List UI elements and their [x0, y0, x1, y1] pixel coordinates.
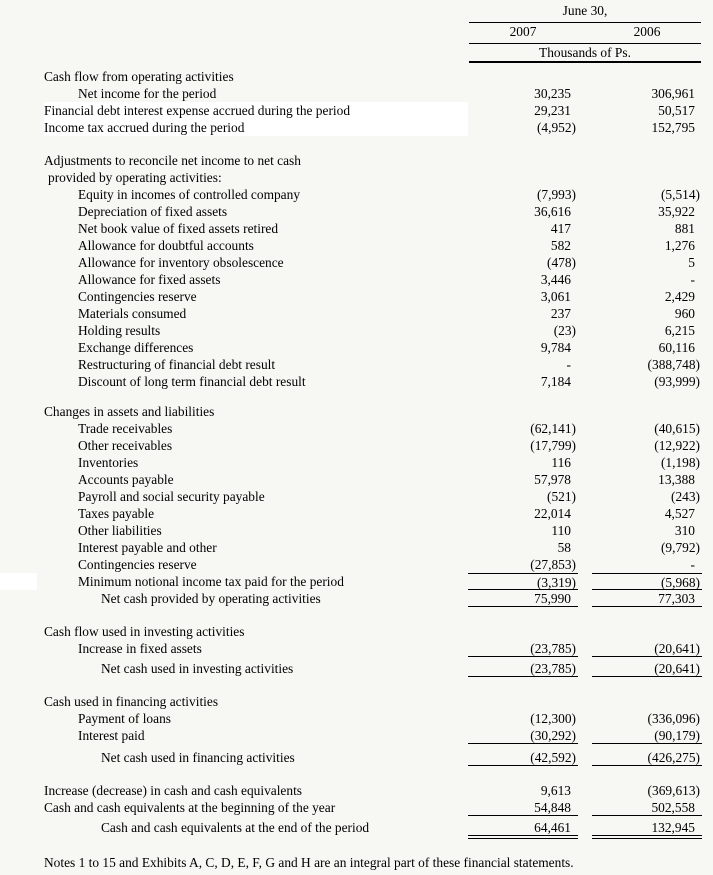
statement-row: [0, 152, 713, 169]
value-2006: 6,215: [664, 323, 695, 338]
statement-row: [0, 305, 713, 322]
value-2006: 5: [688, 255, 695, 270]
right-margin: [702, 727, 713, 744]
value-2007: 3,061: [540, 289, 571, 304]
row-label: Income tax accrued during the period: [0, 119, 468, 136]
column-gap: [578, 373, 592, 390]
right-margin: [702, 339, 713, 356]
statement-row: [0, 782, 713, 799]
right-margin: [702, 454, 713, 471]
statement-row: [0, 403, 713, 420]
right-margin: [702, 799, 713, 816]
column-gap: [578, 186, 592, 203]
statement-row: [0, 640, 713, 657]
value-2006: 13,388: [658, 472, 695, 487]
column-gap: [578, 749, 592, 766]
column-gap: [578, 590, 592, 607]
column-gap: [578, 203, 592, 220]
row-label: Interest payable and other: [78, 540, 217, 555]
value-2007: (4,952): [536, 120, 576, 135]
header-rule-top: [469, 22, 701, 23]
statement-row: [0, 590, 713, 607]
value-2006: (93,999): [654, 374, 700, 389]
value-2007: [468, 623, 578, 640]
statement-row: [0, 68, 713, 85]
statement-row: [0, 288, 713, 305]
row-label: Cash and cash equivalents at the end of the period: [101, 820, 370, 835]
value-2007: 22,014: [534, 506, 571, 521]
value-2006: [592, 152, 702, 169]
right-margin: [702, 590, 713, 607]
value-2007: [468, 693, 578, 710]
column-gap: [578, 660, 592, 677]
value-2006: 132,945: [592, 819, 702, 836]
value-2006: -: [690, 272, 695, 287]
statement-row: [0, 186, 713, 203]
right-margin: [702, 271, 713, 288]
value-2007: 3,446: [540, 272, 571, 287]
row-label: Exchange differences: [78, 340, 194, 355]
column-gap: [578, 782, 592, 799]
value-2007: 58: [557, 540, 571, 555]
statement-row: [0, 85, 713, 102]
right-margin: [702, 68, 713, 85]
right-margin: [702, 288, 713, 305]
column-gap: [578, 623, 592, 640]
row-label: Other receivables: [78, 438, 173, 453]
column-gap: [578, 254, 592, 271]
value-2006: (243): [670, 489, 700, 504]
column-gap: [578, 68, 592, 85]
right-margin: [702, 203, 713, 220]
row-label: Minimum notional income tax paid for the period: [0, 573, 468, 590]
value-2007: (42,592): [468, 749, 578, 766]
units-header: Thousands of Ps.: [539, 45, 631, 60]
row-label: Trade receivables: [78, 421, 173, 436]
row-label: Net book value of fixed assets retired: [78, 221, 279, 236]
column-gap: [578, 522, 592, 539]
value-2006: 50,517: [658, 103, 695, 118]
column-gap: [578, 556, 592, 573]
row-label: Contingencies reserve: [78, 557, 197, 572]
statement-row: [0, 254, 713, 271]
right-margin: [702, 403, 713, 420]
value-2007: 237: [550, 306, 571, 321]
statement-row: [0, 799, 713, 816]
row-label: Cash used in financing activities: [44, 694, 219, 709]
statement-row: [0, 749, 713, 766]
value-2007: 9,784: [540, 340, 571, 355]
value-2007: 54,848: [468, 799, 578, 816]
column-gap: [578, 640, 592, 657]
value-2007: [468, 68, 578, 85]
right-margin: [702, 623, 713, 640]
value-2007: (3,319): [468, 573, 578, 590]
value-2006: (1,198): [660, 455, 700, 470]
statement-row: [0, 169, 713, 186]
right-margin: [702, 573, 713, 590]
column-gap: [578, 799, 592, 816]
value-2007: (23): [553, 323, 576, 338]
row-label: Payment of loans: [78, 711, 171, 726]
row-label: Net income for the period: [78, 86, 217, 101]
right-margin: [702, 505, 713, 522]
row-label: Interest paid: [78, 728, 145, 743]
value-2007: (12,300): [530, 711, 576, 726]
row-label: Restructuring of financial debt result: [78, 357, 276, 372]
statement-row: [0, 373, 713, 390]
right-margin: [702, 322, 713, 339]
right-margin: [702, 169, 713, 186]
value-2006: (369,613): [647, 783, 700, 798]
right-margin: [702, 522, 713, 539]
column-gap: [578, 454, 592, 471]
right-margin: [702, 119, 713, 136]
value-2007: 75,990: [468, 590, 578, 607]
statement-row: [0, 437, 713, 454]
column-gap: [578, 339, 592, 356]
column-gap: [578, 471, 592, 488]
column-gap: [578, 305, 592, 322]
right-margin: [702, 373, 713, 390]
right-margin: [702, 356, 713, 373]
date-header: June 30,: [562, 3, 608, 18]
statement-row: [0, 488, 713, 505]
right-margin: [702, 237, 713, 254]
column-gap: [578, 505, 592, 522]
statement-row: [0, 505, 713, 522]
value-2006: (5,968): [592, 573, 702, 590]
value-2007: 29,231: [534, 103, 571, 118]
column-gap: [578, 420, 592, 437]
row-label: Cash flow used in investing activities: [44, 624, 245, 639]
right-margin: [702, 85, 713, 102]
value-2007: -: [566, 357, 571, 372]
statement-row: [0, 556, 713, 573]
statement-row: [0, 203, 713, 220]
value-2006: (90,179): [592, 727, 702, 744]
value-2006: 1,276: [664, 238, 695, 253]
column-gap: [578, 152, 592, 169]
statement-row: [0, 539, 713, 556]
column-gap: [578, 573, 592, 590]
value-2007: 64,461: [468, 819, 578, 836]
value-2006: 502,558: [592, 799, 702, 816]
statement-row: [0, 220, 713, 237]
statement-row: [0, 660, 713, 677]
row-label: Increase in fixed assets: [78, 641, 202, 656]
row-label: Allowance for fixed assets: [78, 272, 221, 287]
row-label: Payroll and social security payable: [78, 489, 265, 504]
statement-row: [0, 454, 713, 471]
row-label: Adjustments to reconcile net income to net cash: [44, 153, 301, 168]
value-2006: 35,922: [658, 204, 695, 219]
value-2006: 960: [674, 306, 695, 321]
statement-row: [0, 356, 713, 373]
column-header-2007: 2007: [509, 24, 537, 39]
statement-row: [0, 573, 713, 590]
value-2007: [468, 169, 578, 186]
statement-row: [0, 339, 713, 356]
row-label: Cash flow from operating activities: [44, 69, 234, 84]
value-2006: [592, 68, 702, 85]
row-label: Taxes payable: [78, 506, 155, 521]
column-gap: [578, 488, 592, 505]
column-header-2006: 2006: [633, 24, 661, 39]
value-2007: 9,613: [540, 783, 571, 798]
header-rule-middle: [469, 43, 701, 44]
value-2006: 310: [674, 523, 695, 538]
column-gap: [578, 85, 592, 102]
row-label: Net cash used in investing activities: [101, 661, 294, 676]
value-2007: (30,292): [468, 727, 578, 744]
value-2006: 60,116: [658, 340, 695, 355]
value-2006: 77,303: [592, 590, 702, 607]
statement-row: [0, 471, 713, 488]
column-gap: [578, 169, 592, 186]
row-label: Changes in assets and liabilities: [44, 404, 215, 419]
row-label: Net cash used in financing activities: [101, 750, 295, 765]
right-margin: [702, 471, 713, 488]
value-2007: (478): [546, 255, 576, 270]
value-2006: (20,641): [592, 640, 702, 657]
row-label: Allowance for inventory obsolescence: [78, 255, 284, 270]
value-2006: 2,429: [664, 289, 695, 304]
right-margin: [702, 152, 713, 169]
row-label: Cash and cash equivalents at the beginning of the year: [44, 800, 336, 815]
row-label: Inventories: [78, 455, 139, 470]
value-2007: (62,141): [530, 421, 576, 436]
value-2007: [468, 403, 578, 420]
column-gap: [578, 237, 592, 254]
right-margin: [702, 305, 713, 322]
statement-row: [0, 710, 713, 727]
column-gap: [578, 727, 592, 744]
value-2007: (27,853): [530, 557, 576, 572]
value-2006: (388,748): [647, 357, 700, 372]
statement-rows: [0, 68, 713, 836]
statement-row: [0, 237, 713, 254]
value-2006: (40,615): [654, 421, 700, 436]
value-2006: (12,922): [654, 438, 700, 453]
row-label: Depreciation of fixed assets: [78, 204, 228, 219]
value-2007: (521): [546, 489, 576, 504]
column-gap: [578, 403, 592, 420]
statement-row: [0, 693, 713, 710]
value-2006: (20,641): [592, 660, 702, 677]
right-margin: [702, 660, 713, 677]
value-2006: [592, 693, 702, 710]
column-gap: [578, 710, 592, 727]
value-2006: [592, 623, 702, 640]
row-label: Holding results: [78, 323, 161, 338]
value-2007: (17,799): [530, 438, 576, 453]
value-2006: [592, 169, 702, 186]
statement-row: [0, 322, 713, 339]
statement-row: [0, 623, 713, 640]
right-margin: [702, 539, 713, 556]
column-gap: [578, 693, 592, 710]
row-label: Equity in incomes of controlled company: [78, 187, 301, 202]
statement-row: [0, 271, 713, 288]
row-label: Financial debt interest expense accrued during the period: [0, 102, 468, 119]
column-gap: [578, 102, 592, 119]
statement-row: [0, 119, 713, 136]
statement-row: [0, 522, 713, 539]
right-margin: [702, 420, 713, 437]
value-2007: 36,616: [534, 204, 571, 219]
value-2007: [468, 152, 578, 169]
value-2006: (426,275): [592, 749, 702, 766]
statement-row: [0, 727, 713, 744]
value-2007: 30,235: [534, 86, 571, 101]
right-margin: [702, 220, 713, 237]
row-label: Other liabilities: [78, 523, 162, 538]
right-margin: [702, 640, 713, 657]
statement-row: [0, 420, 713, 437]
value-2006: 152,795: [651, 120, 695, 135]
row-label: Accounts payable: [78, 472, 174, 487]
value-2006: 4,527: [664, 506, 695, 521]
value-2006: (5,514): [660, 187, 700, 202]
right-margin: [702, 693, 713, 710]
right-margin: [702, 556, 713, 573]
right-margin: [702, 782, 713, 799]
header-rule-thick: [469, 61, 701, 63]
value-2006: -: [690, 557, 695, 572]
footnote: Notes 1 to 15 and Exhibits A, C, D, E, F, G and H are an integral part of these financial statements.: [44, 855, 574, 870]
statement-row: [0, 102, 713, 119]
column-gap: [578, 539, 592, 556]
row-label: Allowance for doubtful accounts: [78, 238, 254, 253]
row-label: Net cash provided by operating activities: [101, 591, 321, 606]
value-2007: 110: [551, 523, 571, 538]
value-2007: 57,978: [534, 472, 571, 487]
right-margin: [702, 710, 713, 727]
value-2006: [592, 403, 702, 420]
value-2007: 582: [550, 238, 571, 253]
column-gap: [578, 119, 592, 136]
column-gap: [578, 288, 592, 305]
row-label: Increase (decrease) in cash and cash equivalents: [44, 783, 303, 798]
right-margin: [702, 437, 713, 454]
column-gap: [578, 819, 592, 836]
value-2007: 7,184: [540, 374, 571, 389]
statement-header: [0, 0, 713, 68]
column-gap: [578, 437, 592, 454]
value-2006: 881: [674, 221, 695, 236]
row-label: Contingencies reserve: [78, 289, 197, 304]
right-margin: [702, 102, 713, 119]
right-margin: [702, 749, 713, 766]
column-gap: [578, 220, 592, 237]
column-gap: [578, 322, 592, 339]
value-2007: 417: [550, 221, 571, 236]
value-2007: (7,993): [536, 187, 576, 202]
row-label: provided by operating activities:: [48, 170, 222, 185]
statement-row: [0, 819, 713, 836]
value-2007: 116: [551, 455, 571, 470]
value-2006: (336,096): [647, 711, 700, 726]
column-gap: [578, 271, 592, 288]
column-gap: [578, 356, 592, 373]
right-margin: [702, 488, 713, 505]
right-margin: [702, 186, 713, 203]
value-2007: (23,785): [468, 660, 578, 677]
right-margin: [702, 819, 713, 836]
value-2007: (23,785): [468, 640, 578, 657]
value-2006: (9,792): [660, 540, 700, 555]
value-2006: 306,961: [651, 86, 695, 101]
row-label: Materials consumed: [78, 306, 187, 321]
right-margin: [702, 254, 713, 271]
row-label: Discount of long term financial debt result: [78, 374, 306, 389]
